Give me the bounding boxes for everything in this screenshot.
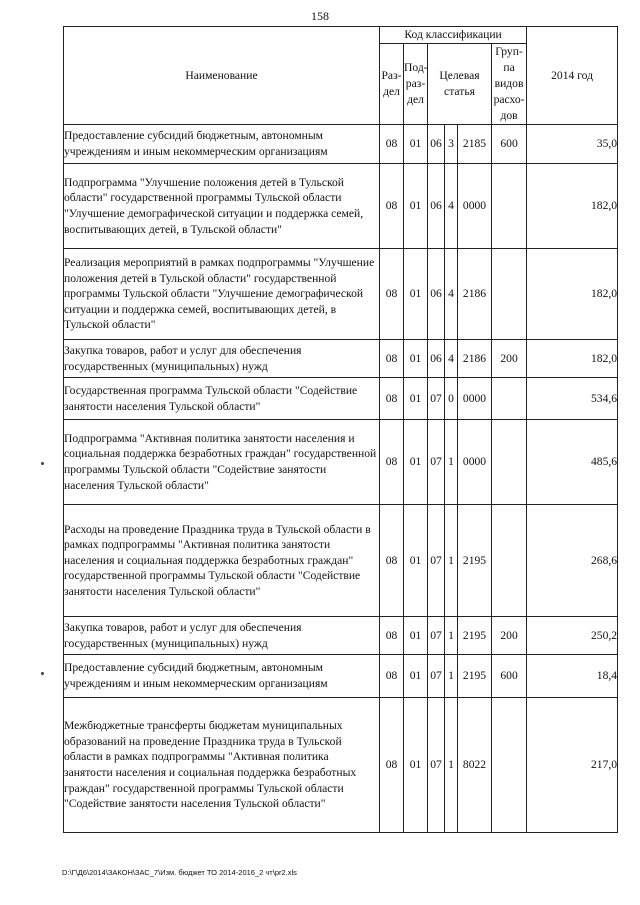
- row-target-subprogram: 1: [445, 617, 458, 655]
- table-row: [64, 164, 618, 249]
- row-expense-type: [492, 505, 527, 617]
- row-target-subprogram: 1: [445, 420, 458, 505]
- row-target-code: 0000: [458, 420, 492, 505]
- row-amount: 534,6: [527, 378, 618, 420]
- row-name: Предоставление субсидий бюджетным, автономным учреждениям и иным некоммерческим организациям: [64, 125, 380, 164]
- row-amount: 35,0: [527, 125, 618, 164]
- row-name: Межбюджетные трансферты бюджетам муниципальных образований на проведение Праздника труда в Тульской области в рамках подпрограммы "Активная политика занятости населения и социальная поддержка безработных граждан" государственной программы Тульской области "Содействие занятости населения Тульской области": [64, 698, 380, 833]
- margin-dot: [41, 672, 44, 675]
- row-target-program: 06: [428, 249, 445, 340]
- row-expense-type: [492, 420, 527, 505]
- row-podrazdel: 01: [404, 505, 428, 617]
- file-path-footer: D:\Г\Д6\2014\ЗАКОН\ЗАС_7\Изм. бюджет ТО 2014-2016_2 чт\pr2.xls: [62, 868, 297, 877]
- row-amount: 182,0: [527, 249, 618, 340]
- row-expense-type: 600: [492, 125, 527, 164]
- table-row: [64, 698, 618, 833]
- row-target-code: 0000: [458, 378, 492, 420]
- row-podrazdel: 01: [404, 698, 428, 833]
- row-podrazdel: 01: [404, 164, 428, 249]
- row-podrazdel: 01: [404, 617, 428, 655]
- row-target-code: 2195: [458, 617, 492, 655]
- row-expense-type: [492, 249, 527, 340]
- budget-table: [63, 26, 618, 833]
- row-name: Подпрограмма "Активная политика занятости населения и социальная поддержка безработных граждан" государственной программы Тульской области "Содействие занятости населения Тульской области": [64, 420, 380, 505]
- row-expense-type: [492, 164, 527, 249]
- row-amount: 217,0: [527, 698, 618, 833]
- row-expense-type: 600: [492, 655, 527, 698]
- row-target-code: 8022: [458, 698, 492, 833]
- row-target-code: 2186: [458, 340, 492, 378]
- table-row: [64, 340, 618, 378]
- row-name: Подпрограмма "Улучшение положения детей в Тульской области" государственной программы Тульской области "Улучшение демографической ситуации и поддержка семей, воспитывающих детей, в Тульской области": [64, 164, 380, 249]
- header-name: Наименование: [64, 27, 380, 125]
- row-expense-type: 200: [492, 340, 527, 378]
- row-target-code: 2195: [458, 505, 492, 617]
- row-amount: 18,4: [527, 655, 618, 698]
- row-target-subprogram: 4: [445, 249, 458, 340]
- row-target-subprogram: 3: [445, 125, 458, 164]
- table-header: [64, 27, 618, 125]
- row-name: Расходы на проведение Праздника труда в Тульской области в рамках подпрограммы "Активная политика занятости населения и социальная поддержка безработных граждан" государственной программы Тульской области "Содействие занятости населения Тульской области": [64, 505, 380, 617]
- page-number: 158: [311, 9, 329, 23]
- row-amount: 268,6: [527, 505, 618, 617]
- row-target-program: 07: [428, 617, 445, 655]
- row-target-code: 2195: [458, 655, 492, 698]
- margin-dot: [41, 462, 44, 465]
- header-year: 2014 год: [527, 27, 618, 125]
- row-razdel: 08: [380, 698, 404, 833]
- row-podrazdel: 01: [404, 378, 428, 420]
- row-podrazdel: 01: [404, 249, 428, 340]
- row-target-program: 07: [428, 698, 445, 833]
- row-name: Предоставление субсидий бюджетным, автономным учреждениям и иным некоммерческим организациям: [64, 655, 380, 698]
- table-row: [64, 420, 618, 505]
- row-target-program: 07: [428, 655, 445, 698]
- row-razdel: 08: [380, 617, 404, 655]
- row-target-program: 07: [428, 420, 445, 505]
- row-target-code: 2186: [458, 249, 492, 340]
- row-target-program: 07: [428, 505, 445, 617]
- row-target-subprogram: 1: [445, 655, 458, 698]
- row-razdel: 08: [380, 340, 404, 378]
- row-expense-type: [492, 378, 527, 420]
- row-name: Реализация мероприятий в рамках подпрограммы "Улучшение положения детей в Тульской области" государственной программы Тульской области "Улучшение демографической ситуации и поддержка семей, воспитывающих детей, в Тульской области": [64, 249, 380, 340]
- header-code-group: Код классификации: [380, 27, 527, 44]
- row-podrazdel: 01: [404, 420, 428, 505]
- row-amount: 250,2: [527, 617, 618, 655]
- table-body: [64, 125, 618, 833]
- row-name: Закупка товаров, работ и услуг для обеспечения государственных (муниципальных) нужд: [64, 340, 380, 378]
- table-row: [64, 378, 618, 420]
- row-target-subprogram: 4: [445, 164, 458, 249]
- row-razdel: 08: [380, 125, 404, 164]
- row-expense-type: [492, 698, 527, 833]
- table-row: [64, 505, 618, 617]
- row-amount: 485,6: [527, 420, 618, 505]
- header-target-article: Целевая статья: [428, 44, 492, 125]
- table-row: [64, 125, 618, 164]
- row-target-subprogram: 0: [445, 378, 458, 420]
- header-podrazdel: Под-раз-дел: [404, 44, 428, 125]
- row-target-program: 06: [428, 340, 445, 378]
- row-razdel: 08: [380, 420, 404, 505]
- row-razdel: 08: [380, 655, 404, 698]
- row-target-code: 0000: [458, 164, 492, 249]
- row-target-subprogram: 1: [445, 698, 458, 833]
- header-expense-group: Груп-па видов расхо-дов: [492, 44, 527, 125]
- row-target-program: 06: [428, 164, 445, 249]
- row-razdel: 08: [380, 164, 404, 249]
- row-razdel: 08: [380, 249, 404, 340]
- row-amount: 182,0: [527, 340, 618, 378]
- row-podrazdel: 01: [404, 125, 428, 164]
- row-amount: 182,0: [527, 164, 618, 249]
- table-row: [64, 617, 618, 655]
- table-row: [64, 655, 618, 698]
- header-razdel: Раз-дел: [380, 44, 404, 125]
- row-target-program: 07: [428, 378, 445, 420]
- row-target-program: 06: [428, 125, 445, 164]
- row-name: Государственная программа Тульской области "Содействие занятости населения Тульской области": [64, 378, 380, 420]
- row-podrazdel: 01: [404, 340, 428, 378]
- row-target-code: 2185: [458, 125, 492, 164]
- row-podrazdel: 01: [404, 655, 428, 698]
- row-target-subprogram: 4: [445, 340, 458, 378]
- row-razdel: 08: [380, 378, 404, 420]
- row-expense-type: 200: [492, 617, 527, 655]
- row-name: Закупка товаров, работ и услуг для обеспечения государственных (муниципальных) нужд: [64, 617, 380, 655]
- row-target-subprogram: 1: [445, 505, 458, 617]
- row-razdel: 08: [380, 505, 404, 617]
- table-row: [64, 249, 618, 340]
